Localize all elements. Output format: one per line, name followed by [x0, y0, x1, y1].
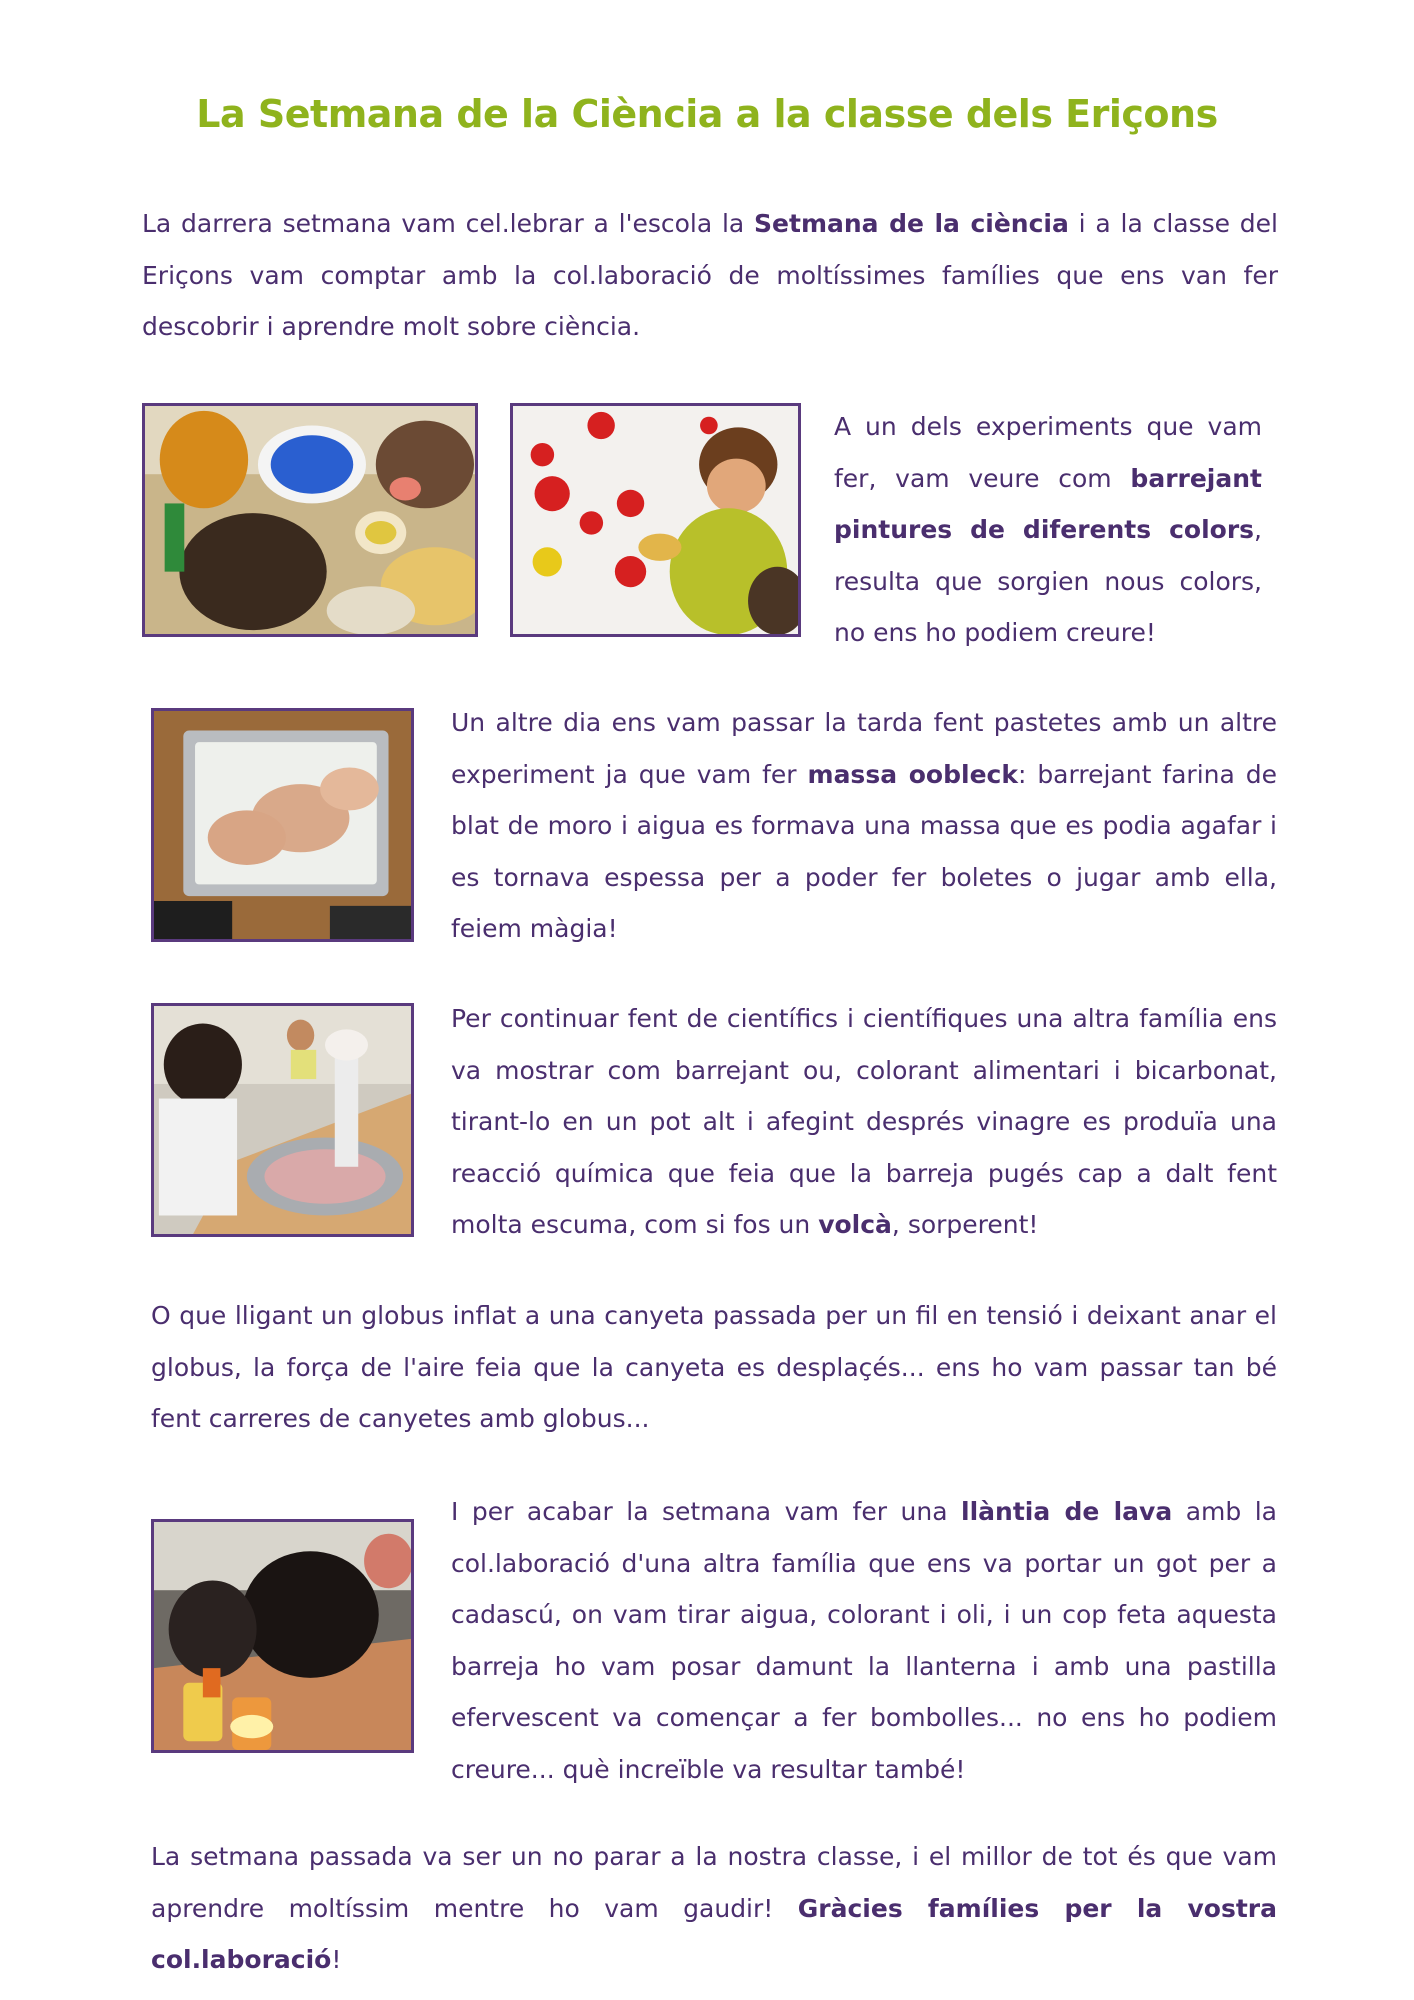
volcano-paragraph — [451, 993, 1277, 1251]
photo-oobleck — [151, 708, 414, 942]
volcano-text-1: Per continuar fent de científics i científiques una altra família ens va mostrar com barrejant ou, colorant alimentari i bicarbonat, tirant-lo en un pot alt i afegint després vinagre es produïa una reacció química que feia que la barreja pugés cap a dalt fent molta escuma, com si fos un — [451, 1004, 1277, 1239]
volcano-bold: volcà — [818, 1210, 892, 1239]
oobleck-text-1: Un altre dia ens vam passar la tarda fent pastetes amb un altre experiment ja que vam fer — [451, 708, 1277, 789]
closing-text-1: La setmana passada va ser un no parar a la nostra classe, i el millor de tot és que vam aprendre moltíssim mentre ho vam gaudir! — [151, 1842, 1277, 1923]
intro-paragraph — [142, 198, 1278, 353]
colors-paragraph — [834, 401, 1262, 659]
closing-paragraph — [151, 1831, 1277, 1986]
closing-bold: Gràcies famílies per la vostra col.laboració — [151, 1893, 1277, 1974]
photo-painting-paper — [510, 403, 801, 637]
balloon-text-1: O que lligant un globus inflat a una canyeta passada per un fil en tensió i deixant anar el globus, la força de l'aire feia que la canyeta es desplaçés... ens ho vam passar tan bé fent carreres de canyetes amb globus... — [151, 1301, 1277, 1433]
closing-text-2: ! — [331, 1945, 342, 1974]
photo-volcano — [151, 1003, 414, 1237]
page-title: La Setmana de la Ciència a la classe dels Eriçons — [196, 92, 1218, 136]
lava-text-1: I per acabar la setmana vam fer una — [451, 1497, 962, 1526]
volcano-text-2: , sorperent! — [891, 1210, 1039, 1239]
lava-paragraph — [451, 1486, 1277, 1795]
colors-bold: barrejant pintures de diferents colors — [834, 463, 1262, 544]
balloon-paragraph — [151, 1290, 1277, 1445]
colors-text-1: A un dels experiments que vam fer, vam veure com — [834, 412, 1262, 493]
intro-bold: Setmana de la ciència — [754, 209, 1069, 238]
oobleck-text-2: : barrejant farina de blat de moro i aigua es formava una massa que es podia agafar i es tornava espessa per a poder fer boletes o jugar amb ella, feiem màgia! — [451, 759, 1277, 943]
lava-text-2: amb la col.laboració d'una altra família que ens va portar un got per a cadascú, on vam tirar aigua, colorant i oli, i un cop feta aquesta barreja ho vam posar damunt la llanterna i amb una pastilla efervescent va començar a fer bombolles... no ens ho podiem creure... què increïble va resultar també! — [451, 1497, 1277, 1784]
intro-text-1: La darrera setmana vam cel.lebrar a l'escola la — [142, 209, 755, 238]
colors-text-2: , resulta que sorgien nous colors, no ens ho podiem creure! — [834, 515, 1262, 647]
lava-bold: llàntia de lava — [961, 1497, 1173, 1526]
oobleck-paragraph — [451, 697, 1277, 955]
intro-text-2: i a la classe del Eriçons vam comptar amb la col.laboració de moltíssimes famílies que ens van fer descobrir i aprendre molt sobre ciència. — [142, 209, 1278, 341]
photo-lava-lamp — [151, 1519, 414, 1753]
photo-painting-table — [142, 403, 478, 637]
oobleck-bold: massa oobleck — [807, 759, 1018, 789]
